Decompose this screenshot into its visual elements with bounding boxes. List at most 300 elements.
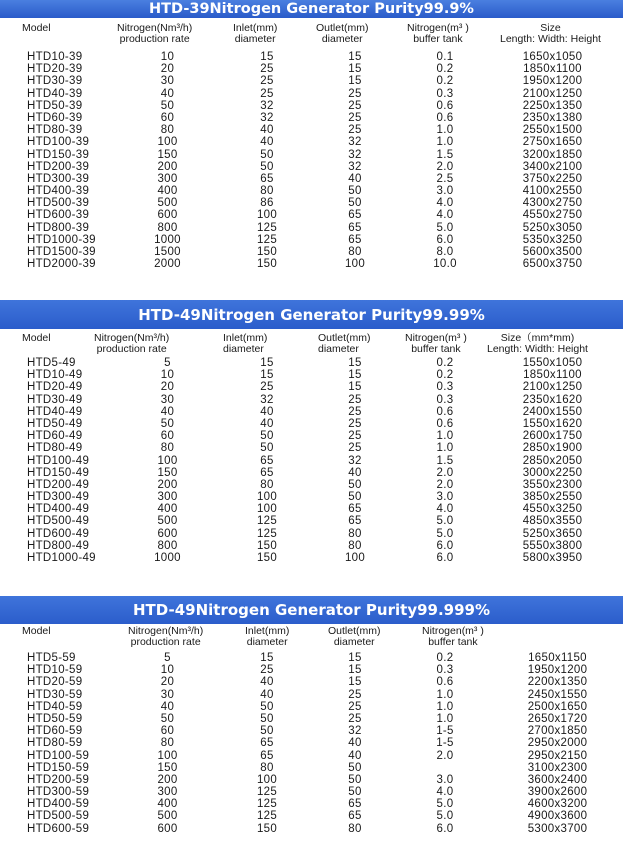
model-cell: HTD500-49 — [27, 515, 90, 528]
table-row — [0, 652, 623, 664]
table-row — [0, 234, 623, 246]
model-cell: HTD200-49 — [27, 478, 90, 491]
rate-cell: 800 — [157, 221, 178, 234]
outlet-cell: 65 — [348, 209, 362, 222]
outlet-cell: 25 — [348, 99, 362, 112]
tank-cell: 0.2 — [436, 357, 454, 369]
model-cell: HTD2000-39 — [27, 258, 96, 271]
outlet-cell: 40 — [348, 737, 362, 750]
rate-cell: 30 — [160, 688, 175, 701]
rate-cell: 50 — [160, 99, 175, 112]
size-cell: 5250x3050 — [522, 221, 583, 234]
header-tank: Nitrogen(m³ ) buffer tank — [422, 625, 484, 648]
outlet-cell: 15 — [348, 664, 362, 677]
table-title: HTD-49Nitrogen Generator Purity99.99% — [0, 300, 623, 329]
tank-cell: 0.3 — [436, 664, 454, 677]
rate-cell: 300 — [157, 786, 178, 799]
outlet-cell: 50 — [348, 786, 362, 799]
outlet-cell: 50 — [348, 773, 362, 786]
tank-cell: 5.0 — [436, 527, 454, 540]
table-row — [0, 750, 623, 762]
outlet-cell: 50 — [348, 197, 362, 210]
size-cell: 2700x1850 — [527, 725, 588, 738]
inlet-cell: 65 — [260, 737, 274, 750]
model-cell: HTD100-39 — [27, 136, 90, 149]
inlet-cell: 50 — [260, 442, 274, 455]
inlet-cell: 15 — [260, 51, 274, 63]
table-row — [0, 774, 623, 786]
table-row — [0, 258, 623, 270]
model-cell: HTD300-39 — [27, 172, 90, 185]
model-cell: HTD10-59 — [27, 664, 83, 677]
inlet-cell: 50 — [260, 160, 274, 173]
size-cell: 3550x2300 — [522, 478, 583, 491]
table-row — [0, 112, 623, 124]
table-row — [0, 75, 623, 87]
table-htd-59 — [0, 593, 623, 849]
outlet-cell: 40 — [348, 749, 362, 762]
table-body — [0, 51, 623, 270]
size-cell: 4900x3600 — [527, 810, 588, 823]
outlet-cell: 80 — [348, 822, 362, 835]
outlet-cell: 50 — [348, 761, 362, 774]
inlet-cell: 40 — [260, 405, 274, 418]
outlet-cell: 65 — [348, 798, 362, 811]
inlet-cell: 65 — [260, 749, 274, 762]
model-cell: HTD800-49 — [27, 539, 90, 552]
outlet-cell: 80 — [348, 527, 362, 540]
table-row — [0, 149, 623, 161]
inlet-cell: 40 — [260, 417, 274, 430]
tank-cell: 0.1 — [436, 51, 454, 63]
model-cell: HTD400-59 — [27, 798, 90, 811]
rate-cell: 60 — [160, 111, 175, 124]
table-row — [0, 676, 623, 688]
inlet-cell: 150 — [256, 246, 278, 258]
model-cell: HTD50-39 — [27, 99, 83, 112]
outlet-cell: 80 — [348, 539, 362, 552]
inlet-cell: 80 — [260, 761, 274, 774]
rate-cell: 150 — [157, 761, 178, 774]
outlet-cell: 25 — [348, 430, 362, 443]
model-cell: HTD40-49 — [27, 405, 83, 418]
size-cell: 1650x1150 — [528, 652, 587, 664]
tank-cell: 6.0 — [436, 822, 454, 835]
model-cell: HTD40-59 — [27, 700, 83, 713]
model-cell: HTD5-49 — [27, 357, 76, 369]
table-header — [0, 330, 623, 356]
outlet-cell: 25 — [348, 700, 362, 713]
rate-cell: 500 — [157, 197, 178, 210]
header-outlet: Outlet(mm) diameter — [318, 332, 371, 355]
outlet-cell: 65 — [348, 503, 362, 516]
table-title: HTD-49Nitrogen Generator Purity99.999% — [0, 596, 623, 624]
rate-cell: 400 — [157, 185, 178, 198]
model-cell: HTD60-49 — [27, 430, 83, 443]
header-size: Size（mm*mm) Length: Width: Height — [487, 332, 588, 355]
outlet-cell: 50 — [348, 491, 362, 504]
model-cell: HTD1000-39 — [27, 233, 96, 246]
size-cell: 3750x2250 — [522, 172, 583, 185]
outlet-cell: 25 — [348, 393, 362, 406]
inlet-cell: 25 — [260, 63, 274, 76]
tank-cell: 0.2 — [436, 652, 454, 664]
size-cell: 4550x2750 — [522, 209, 583, 222]
rate-cell: 100 — [157, 136, 178, 149]
table-row — [0, 88, 623, 100]
inlet-cell: 100 — [256, 491, 278, 504]
table-row — [0, 136, 623, 148]
tank-cell: 1.0 — [436, 442, 454, 455]
rate-cell: 80 — [160, 442, 175, 455]
model-cell: HTD150-59 — [27, 761, 90, 774]
inlet-cell: 150 — [256, 552, 278, 564]
size-cell: 2850x2050 — [522, 454, 583, 467]
size-cell: 2400x1550 — [522, 405, 583, 418]
outlet-cell: 65 — [348, 233, 362, 246]
inlet-cell: 100 — [256, 773, 278, 786]
table-row — [0, 737, 623, 749]
rate-cell: 80 — [160, 124, 175, 137]
rate-cell: 30 — [160, 393, 175, 406]
outlet-cell: 32 — [348, 148, 362, 161]
inlet-cell: 40 — [260, 136, 274, 149]
table-row — [0, 430, 623, 442]
rate-cell: 50 — [160, 417, 175, 430]
size-cell: 2250x1350 — [522, 99, 583, 112]
size-cell: 5250x3650 — [522, 527, 583, 540]
table-row — [0, 664, 623, 676]
size-cell: 2100x1250 — [522, 87, 583, 100]
model-cell: HTD400-39 — [27, 185, 90, 198]
outlet-cell: 65 — [348, 221, 362, 234]
rate-cell: 40 — [160, 700, 175, 713]
tank-cell: 4.0 — [436, 209, 454, 222]
model-cell: HTD10-39 — [27, 51, 83, 63]
table-row — [0, 357, 623, 369]
rate-cell: 400 — [157, 503, 178, 516]
tank-cell: 4.0 — [436, 503, 454, 516]
inlet-cell: 25 — [260, 75, 274, 88]
tank-cell: 0.6 — [436, 99, 454, 112]
inlet-cell: 32 — [260, 393, 274, 406]
table-row — [0, 173, 623, 185]
outlet-cell: 100 — [344, 552, 366, 564]
tank-cell: 1.0 — [436, 430, 454, 443]
table-row — [0, 479, 623, 491]
model-cell: HTD20-59 — [27, 676, 83, 689]
model-cell: HTD200-39 — [27, 160, 90, 173]
outlet-cell: 65 — [348, 810, 362, 823]
tank-cell: 1.0 — [436, 700, 454, 713]
model-cell: HTD20-49 — [27, 381, 83, 394]
rate-cell: 30 — [160, 75, 175, 88]
size-cell: 2500x1650 — [527, 700, 588, 713]
size-cell: 1550x1050 — [522, 357, 583, 369]
header-rate: Nitrogen(Nm³/h) production rate — [94, 332, 170, 355]
size-cell: 2650x1720 — [527, 712, 588, 725]
table-htd-39 — [0, 0, 623, 298]
table-row — [0, 552, 623, 564]
rate-cell: 500 — [157, 515, 178, 528]
table-row — [0, 701, 623, 713]
tank-cell: 2.0 — [436, 478, 454, 491]
outlet-cell: 15 — [348, 676, 362, 689]
outlet-cell: 32 — [348, 454, 362, 467]
model-cell: HTD80-59 — [27, 737, 83, 750]
size-cell: 2350x1380 — [522, 111, 583, 124]
tank-cell: 0.6 — [436, 417, 454, 430]
table-row — [0, 515, 623, 527]
rate-cell: 60 — [160, 725, 175, 738]
model-cell: HTD60-59 — [27, 725, 83, 738]
inlet-cell: 50 — [260, 725, 274, 738]
outlet-cell: 25 — [348, 688, 362, 701]
inlet-cell: 40 — [260, 676, 274, 689]
table-row — [0, 185, 623, 197]
size-cell: 2750x1650 — [522, 136, 583, 149]
inlet-cell: 50 — [260, 712, 274, 725]
table-htd-49 — [0, 298, 623, 593]
inlet-cell: 80 — [260, 478, 274, 491]
model-cell: HTD1500-39 — [27, 246, 96, 258]
model-cell: HTD30-39 — [27, 75, 83, 88]
size-cell: 4850x3550 — [522, 515, 583, 528]
header-model: Model — [22, 332, 51, 344]
size-cell: 2100x1250 — [522, 381, 583, 394]
table-row — [0, 467, 623, 479]
inlet-cell: 125 — [256, 798, 278, 811]
size-cell: 3000x2250 — [522, 466, 583, 479]
rate-cell: 20 — [160, 676, 175, 689]
rate-cell: 10 — [160, 51, 175, 63]
rate-cell: 10 — [160, 664, 175, 677]
rate-cell: 1500 — [154, 246, 181, 258]
size-cell: 6500x3750 — [522, 258, 583, 271]
model-cell: HTD30-49 — [27, 393, 83, 406]
size-cell: 4600x3200 — [527, 798, 588, 811]
outlet-cell: 15 — [348, 652, 362, 664]
size-cell: 2450x1550 — [527, 688, 588, 701]
inlet-cell: 65 — [260, 454, 274, 467]
inlet-cell: 50 — [260, 148, 274, 161]
rate-cell: 1000 — [154, 233, 181, 246]
inlet-cell: 125 — [256, 527, 278, 540]
outlet-cell: 65 — [348, 515, 362, 528]
table-row — [0, 51, 623, 63]
table-row — [0, 725, 623, 737]
tank-cell: 1.5 — [436, 148, 454, 161]
table-row — [0, 100, 623, 112]
tank-cell: 1-5 — [436, 725, 454, 738]
rate-cell: 2000 — [154, 258, 181, 271]
outlet-cell: 25 — [348, 111, 362, 124]
outlet-cell: 25 — [348, 405, 362, 418]
inlet-cell: 15 — [260, 369, 274, 382]
inlet-cell: 50 — [260, 430, 274, 443]
size-cell: 4300x2750 — [522, 197, 583, 210]
model-cell: HTD500-59 — [27, 810, 90, 823]
inlet-cell: 150 — [256, 539, 278, 552]
table-row — [0, 406, 623, 418]
table-row — [0, 394, 623, 406]
tank-cell: 5.0 — [436, 515, 454, 528]
table-title: HTD-39Nitrogen Generator Purity99.9% — [0, 0, 623, 18]
size-cell: 1650x1050 — [522, 51, 583, 63]
outlet-cell: 100 — [344, 258, 366, 271]
tank-cell: 0.2 — [436, 369, 454, 382]
model-cell: HTD30-59 — [27, 688, 83, 701]
size-cell: 5350x3250 — [522, 233, 583, 246]
tank-cell: 6.0 — [436, 552, 454, 564]
rate-cell: 800 — [157, 539, 178, 552]
size-cell: 2550x1500 — [522, 124, 583, 137]
table-body — [0, 357, 623, 564]
size-cell: 3850x2550 — [522, 491, 583, 504]
rate-cell: 600 — [157, 822, 178, 835]
tank-cell: 6.0 — [436, 233, 454, 246]
table-row — [0, 762, 623, 774]
tank-cell: 2.5 — [436, 172, 454, 185]
rate-cell: 10 — [160, 369, 175, 382]
header-outlet: Outlet(mm) diameter — [316, 22, 369, 45]
inlet-cell: 32 — [260, 99, 274, 112]
tank-cell: 2.0 — [436, 466, 454, 479]
model-cell: HTD50-49 — [27, 417, 83, 430]
inlet-cell: 25 — [260, 381, 274, 394]
outlet-cell: 50 — [348, 478, 362, 491]
rate-cell: 1000 — [154, 552, 181, 564]
tank-cell: 1.0 — [436, 124, 454, 137]
table-row — [0, 63, 623, 75]
outlet-cell: 25 — [348, 124, 362, 137]
tank-cell: 10.0 — [433, 258, 457, 271]
table-row — [0, 786, 623, 798]
tank-cell: 0.3 — [436, 381, 454, 394]
header-rate: Nitrogen(Nm³/h) production rate — [117, 22, 193, 45]
header-outlet: Outlet(mm) diameter — [328, 625, 381, 648]
tank-cell: 1.5 — [436, 454, 454, 467]
table-row — [0, 124, 623, 136]
size-cell: 3600x2400 — [527, 773, 588, 786]
tank-cell: 1.0 — [436, 688, 454, 701]
rate-cell: 40 — [160, 405, 175, 418]
model-cell: HTD80-39 — [27, 124, 83, 137]
outlet-cell: 15 — [348, 75, 362, 88]
inlet-cell: 32 — [260, 111, 274, 124]
size-cell: 3900x2600 — [527, 786, 588, 799]
tank-cell: 0.3 — [436, 87, 454, 100]
table-row — [0, 491, 623, 503]
table-row — [0, 381, 623, 393]
inlet-cell: 80 — [260, 185, 274, 198]
inlet-cell: 50 — [260, 700, 274, 713]
inlet-cell: 150 — [256, 258, 278, 271]
rate-cell: 500 — [157, 810, 178, 823]
inlet-cell: 65 — [260, 172, 274, 185]
rate-cell: 50 — [160, 712, 175, 725]
inlet-cell: 100 — [256, 503, 278, 516]
inlet-cell: 150 — [256, 822, 278, 835]
model-cell: HTD20-39 — [27, 63, 83, 76]
inlet-cell: 25 — [260, 664, 274, 677]
header-rate: Nitrogen(Nm³/h) production rate — [128, 625, 204, 648]
inlet-cell: 15 — [260, 357, 274, 369]
rate-cell: 600 — [157, 527, 178, 540]
rate-cell: 60 — [160, 430, 175, 443]
header-model: Model — [22, 22, 51, 34]
header-inlet: Inlet(mm) diameter — [245, 625, 290, 648]
outlet-cell: 40 — [348, 466, 362, 479]
inlet-cell: 86 — [260, 197, 274, 210]
size-cell: 4550x3250 — [522, 503, 583, 516]
tank-cell: 0.6 — [436, 405, 454, 418]
size-cell: 2950x2000 — [527, 737, 588, 750]
model-cell: HTD500-39 — [27, 197, 90, 210]
inlet-cell: 125 — [256, 810, 278, 823]
rate-cell: 200 — [157, 160, 178, 173]
tank-cell: 0.2 — [436, 75, 454, 88]
size-cell: 1950x1200 — [522, 75, 583, 88]
tank-cell: 3.0 — [436, 491, 454, 504]
outlet-cell: 80 — [348, 246, 362, 258]
model-cell: HTD300-59 — [27, 786, 90, 799]
outlet-cell: 50 — [348, 185, 362, 198]
size-cell: 1950x1200 — [527, 664, 588, 677]
outlet-cell: 25 — [348, 442, 362, 455]
rate-cell: 20 — [160, 63, 175, 76]
rate-cell: 20 — [160, 381, 175, 394]
table-header — [0, 23, 623, 53]
table-header — [0, 624, 623, 650]
tank-cell: 0.6 — [436, 676, 454, 689]
outlet-cell: 15 — [348, 369, 362, 382]
table-row — [0, 798, 623, 810]
rate-cell: 5 — [164, 357, 171, 369]
outlet-cell: 15 — [348, 51, 362, 63]
table-row — [0, 455, 623, 467]
table-row — [0, 222, 623, 234]
table-row — [0, 161, 623, 173]
rate-cell: 600 — [157, 209, 178, 222]
model-cell: HTD5-59 — [27, 652, 76, 664]
header-tank: Nitrogen(m³ ) buffer tank — [405, 332, 467, 355]
size-cell: 2950x2150 — [527, 749, 588, 762]
inlet-cell: 125 — [256, 515, 278, 528]
model-cell: HTD800-39 — [27, 221, 90, 234]
tank-cell: 0.3 — [436, 393, 454, 406]
model-cell: HTD80-49 — [27, 442, 83, 455]
outlet-cell: 15 — [348, 357, 362, 369]
model-cell: HTD60-39 — [27, 111, 83, 124]
size-cell: 5300x3700 — [527, 822, 588, 835]
outlet-cell: 15 — [348, 381, 362, 394]
table-row — [0, 810, 623, 822]
rate-cell: 200 — [157, 478, 178, 491]
outlet-cell: 32 — [348, 136, 362, 149]
rate-cell: 5 — [164, 652, 171, 664]
inlet-cell: 25 — [260, 87, 274, 100]
header-tank: Nitrogen(m³ ) buffer tank — [407, 22, 469, 45]
size-cell: 5550x3800 — [522, 539, 583, 552]
table-row — [0, 369, 623, 381]
size-cell: 2200x1350 — [527, 676, 588, 689]
model-cell: HTD50-59 — [27, 712, 83, 725]
tank-cell: 3.0 — [436, 773, 454, 786]
inlet-cell: 40 — [260, 124, 274, 137]
model-cell: HTD300-49 — [27, 491, 90, 504]
table-body — [0, 652, 623, 835]
